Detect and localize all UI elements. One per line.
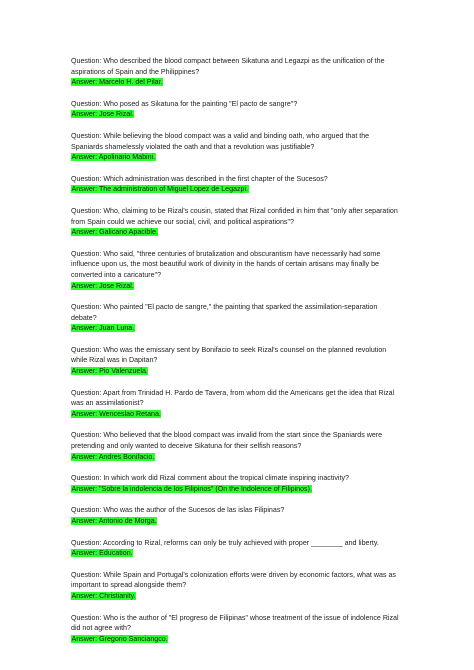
- qa-item: [71, 345, 401, 377]
- question-text: Question: Who posed as Sikatuna for the painting "El pacto de sangre"?: [71, 99, 298, 108]
- question-text: Question: Apart from Trinidad H. Pardo de Tavera, from whom did the Americans get the idea that Rizal was an assimilationist?: [71, 388, 395, 408]
- qa-item: [71, 613, 401, 645]
- answer-highlight: Answer: Antonio de Morga.: [71, 517, 157, 525]
- question-text: Question: Who, claiming to be Rizal's cousin, stated that Rizal confided in him that "only after separation from Spain could we achieve our social, civil, and political aspirations"?: [71, 206, 398, 226]
- answer-highlight: Answer: Juan Luna.: [71, 324, 135, 333]
- question-text: Question: While believing the blood compact was a valid and binding oath, who argued that the Spaniards shamelessly violated the oath and that a revolution was justifiable?: [71, 131, 370, 151]
- question-text: Question: Who was the emissary sent by Bonifacio to seek Rizal's counsel on the planned revolution while Rizal was in Dapitan?: [71, 345, 387, 365]
- answer-highlight: Answer: Wenceslao Retana.: [71, 409, 161, 418]
- qa-item: [71, 302, 401, 334]
- question-text: Question: In which work did Rizal comment about the tropical climate inspiring inactivity?: [71, 474, 349, 483]
- question-text: Question: Who said, "three centuries of brutalization and obscurantism have necessarily had some influence upon us, the most beautiful work of divinity in the hands of certain artisans may finally be converted into a caricature"?: [71, 249, 381, 279]
- answer-highlight: Answer: Gregorio Sanciangco.: [71, 634, 168, 643]
- qa-item: [71, 388, 401, 420]
- answer-highlight: Answer: Galicano Apacible.: [71, 228, 158, 237]
- question-text: Question: Which administration was described in the first chapter of the Sucesos?: [71, 174, 328, 183]
- question-text: Question: Who was the author of the Sucesos de las islas Filipinas?: [71, 506, 285, 515]
- answer-highlight: Answer: Jose Rizal.: [71, 110, 134, 119]
- question-text: Question: Who believed that the blood compact was invalid from the start since the Spaniards were pretending and only wanted to deceive Sikatuna for their selfish reasons?: [71, 431, 383, 451]
- answer-highlight: Answer: Marcelo H. del Pilar.: [71, 78, 163, 87]
- answer-highlight: Answer: Christianity.: [71, 591, 136, 600]
- qa-item: [71, 56, 401, 88]
- qa-item: [71, 174, 401, 195]
- answer-highlight: Answer: Education.: [71, 549, 133, 558]
- question-text: Question: According to Rizal, reforms can only be truly achieved with proper ________ and liberty.: [71, 538, 379, 547]
- question-text: Question: Who described the blood compact between Sikatuna and Legazpi as the unification of the aspirations of Spain and the Philippines?: [71, 57, 385, 76]
- qa-list: [71, 56, 401, 644]
- qa-item: [71, 538, 401, 559]
- answer-highlight: Answer: "Sobre la indolencia de los Filipinos" (On the Indolence of Filipinos).: [71, 484, 312, 493]
- question-text: Question: Who painted "El pacto de sangre," the painting that sparked the assimilation-separation debate?: [71, 303, 378, 322]
- question-text: Question: Who is the author of "El progreso de Filipinas" whose treatment of the issue of indolence Rizal did not agree with?: [71, 613, 399, 633]
- answer-highlight: Answer: Apolinario Mabini.: [71, 153, 156, 162]
- qa-item: [71, 99, 401, 120]
- answer-highlight: Answer: Pio Valenzuela.: [71, 367, 148, 376]
- qa-item: [71, 570, 401, 602]
- qa-item: [71, 505, 401, 526]
- answer-highlight: Answer: Jose Rizal.: [71, 281, 134, 290]
- question-text: Question: While Spain and Portugal's colonization efforts were driven by economic factors, what was as important to spread alongside them?: [71, 570, 396, 590]
- qa-item: [71, 473, 401, 494]
- qa-item: [71, 249, 401, 291]
- answer-highlight: Answer: The administration of Miguel Lopez de Legazpi.: [71, 185, 249, 194]
- qa-item: [71, 206, 401, 238]
- qa-item: [71, 131, 401, 163]
- qa-item: [71, 430, 401, 462]
- answer-highlight: Answer: Andres Bonifacio.: [71, 452, 155, 461]
